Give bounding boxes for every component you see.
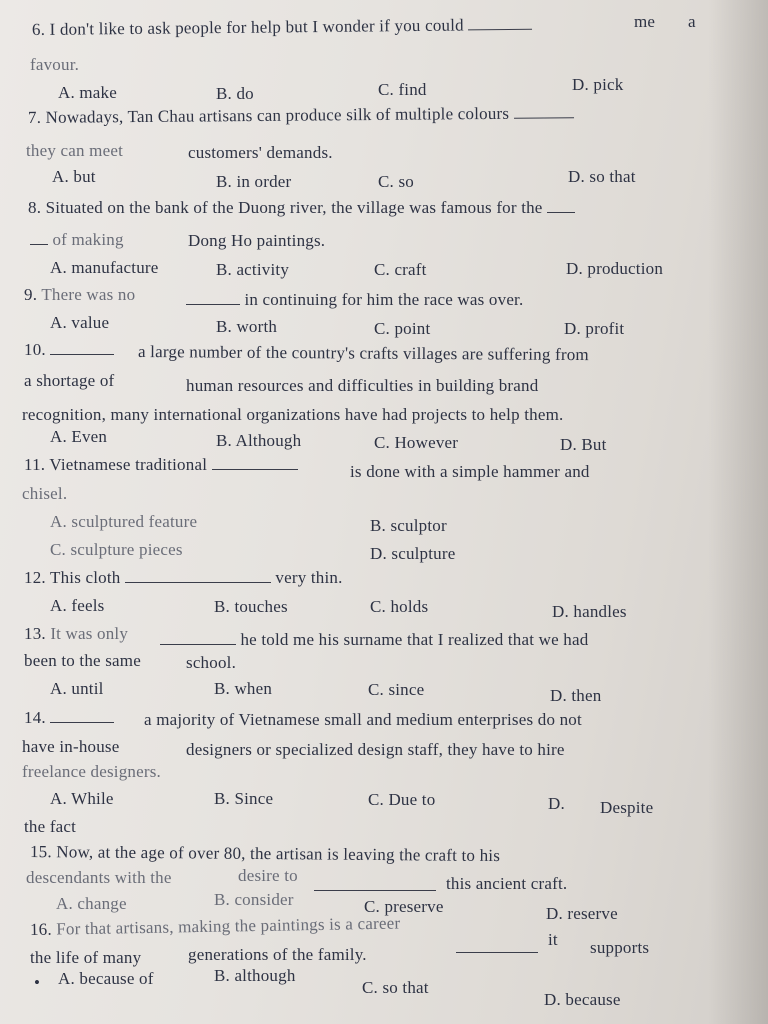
question-text: designers or specialized design staff, they have to hire (186, 740, 565, 759)
question-text: Now, at the age of over 80, the artisan is leaving the craft to his (56, 842, 501, 866)
option-b: B. do (216, 84, 254, 103)
option-c: C. Due to (368, 790, 436, 809)
option-c: C. since (368, 680, 425, 699)
option-c: C. holds (370, 597, 429, 616)
page-shadow (708, 0, 768, 1024)
answer-blank (50, 342, 114, 355)
answer-blank (30, 232, 48, 245)
answer-blank (186, 292, 240, 305)
question-text: generations of the family. (188, 945, 367, 964)
option-a: A. value (50, 313, 110, 332)
question-number: 11. (24, 455, 46, 474)
question-text: it (548, 930, 558, 949)
question-16 (30, 914, 401, 940)
option-d-text: the fact (24, 817, 77, 836)
question-text: It was only (50, 624, 129, 643)
question-text: human resources and difficulties in building brand (186, 376, 539, 395)
option-c: C. craft (374, 260, 427, 279)
option-b: B. worth (216, 317, 278, 336)
bullet-mark: • (34, 973, 41, 992)
question-number: 15. (29, 842, 52, 862)
answer-blank (468, 17, 532, 31)
question-13-rest (160, 630, 588, 650)
option-d: D. reserve (546, 904, 618, 923)
question-text: customers' demands. (188, 143, 333, 162)
question-14 (24, 708, 114, 728)
question-text: descendants with the (26, 868, 172, 887)
answer-blank (514, 105, 574, 119)
question-number: 13. (24, 624, 46, 643)
question-9 (24, 285, 135, 305)
option-c: C. so (378, 172, 414, 191)
option-a: A. but (52, 167, 96, 186)
answer-blank (50, 710, 114, 723)
option-d: D. pick (572, 75, 624, 94)
question-text-tail: a (688, 12, 696, 31)
question-text: the life of many (30, 948, 142, 967)
question-text: favour. (30, 55, 80, 74)
question-text: freelance designers. (22, 762, 161, 781)
question-number: 7. (27, 107, 42, 127)
question-number: 8. (28, 198, 42, 217)
answer-blank (212, 457, 298, 470)
question-text: a shortage of (24, 371, 115, 390)
option-b: B. activity (216, 260, 290, 279)
question-text: this ancient craft. (446, 874, 568, 893)
option-c: C. sculpture pieces (50, 540, 183, 559)
question-text: is done with a simple hammer and (350, 462, 590, 481)
question-number: 12. (24, 568, 46, 587)
question-text: in continuing for him the race was over. (244, 290, 524, 309)
question-text: he told me his surname that I realized that we had (240, 630, 589, 649)
question-number: 6. (31, 19, 46, 39)
option-a: A. make (58, 83, 117, 102)
option-b: B. touches (214, 597, 288, 616)
option-a: A. feels (50, 596, 105, 615)
answer-blank (547, 200, 575, 213)
option-c: C. However (374, 433, 459, 452)
question-6 (32, 15, 532, 40)
answer-blank (125, 570, 271, 583)
question-15 (30, 842, 500, 866)
question-7 (28, 103, 574, 128)
answer-blank (160, 632, 236, 645)
question-text: chisel. (22, 484, 68, 503)
question-8 (28, 198, 575, 218)
question-number: 9. (24, 285, 38, 304)
option-d: D. because (544, 990, 621, 1009)
option-b: B. Although (216, 431, 302, 450)
question-text: Vietnamese traditional (49, 455, 208, 474)
option-d: D. production (566, 259, 664, 278)
question-text: supports (590, 938, 650, 957)
option-a: A. change (56, 894, 127, 913)
question-text: I don't like to ask people for help but I wonder if you could (49, 15, 464, 39)
question-text: a large number of the country's crafts villages are suffering from (137, 342, 589, 365)
option-a: A. until (50, 679, 104, 698)
question-13 (24, 624, 128, 644)
option-d: D. so that (568, 167, 636, 186)
question-text: of making (52, 230, 124, 249)
option-d: D. then (550, 686, 602, 705)
option-b: B. sculptor (370, 516, 447, 535)
question-9-rest (186, 290, 523, 310)
option-b: B. when (214, 679, 273, 698)
answer-blank (456, 938, 538, 958)
option-a: A. sculptured feature (50, 512, 198, 531)
question-number: 16. (29, 919, 53, 939)
question-text: Dong Ho paintings. (188, 231, 326, 250)
question-10 (24, 340, 114, 360)
question-number: 10. (24, 340, 46, 359)
question-8-line2 (30, 230, 124, 250)
option-c: C. point (374, 319, 431, 338)
question-text: a majority of Vietnamese small and medium enterprises do not (144, 710, 582, 729)
option-b: B. although (214, 966, 296, 985)
option-d: D. (548, 794, 565, 813)
question-text: they can meet (26, 141, 123, 160)
question-number: 14. (24, 708, 46, 727)
option-c: C. find (378, 80, 427, 99)
question-12 (24, 568, 343, 588)
question-text: have in-house (22, 737, 120, 756)
option-b: B. consider (214, 890, 294, 909)
question-text: This cloth (50, 568, 121, 587)
option-a: A. because of (58, 969, 154, 988)
option-d: D. But (560, 435, 607, 454)
question-text: Situated on the bank of the Duong river, the village was famous for the (45, 198, 543, 217)
question-text: There was no (41, 285, 136, 304)
question-text: For that artisans, making the paintings is a career (56, 913, 401, 939)
option-d: D. handles (552, 602, 627, 621)
option-a: A. While (50, 789, 114, 808)
question-text: very thin. (275, 568, 343, 587)
answer-blank (314, 876, 436, 896)
option-b: B. in order (216, 172, 292, 191)
option-b: B. Since (214, 789, 274, 808)
question-text: desire to (238, 866, 298, 885)
option-a: A. manufacture (50, 258, 159, 277)
question-text: Nowadays, Tan Chau artisans can produce silk of multiple colours (45, 103, 510, 127)
option-c: C. so that (362, 978, 429, 997)
question-11 (24, 455, 298, 475)
option-d: D. sculpture (370, 544, 456, 563)
question-text: recognition, many international organizations have had projects to help them. (22, 405, 564, 424)
option-c: C. preserve (364, 897, 444, 916)
option-a: A. Even (50, 427, 108, 446)
option-d: D. profit (564, 319, 625, 338)
question-text: school. (186, 653, 237, 672)
question-text-tail: me (634, 12, 656, 31)
option-d-text: Despite (600, 798, 654, 817)
question-text: been to the same (24, 651, 141, 670)
